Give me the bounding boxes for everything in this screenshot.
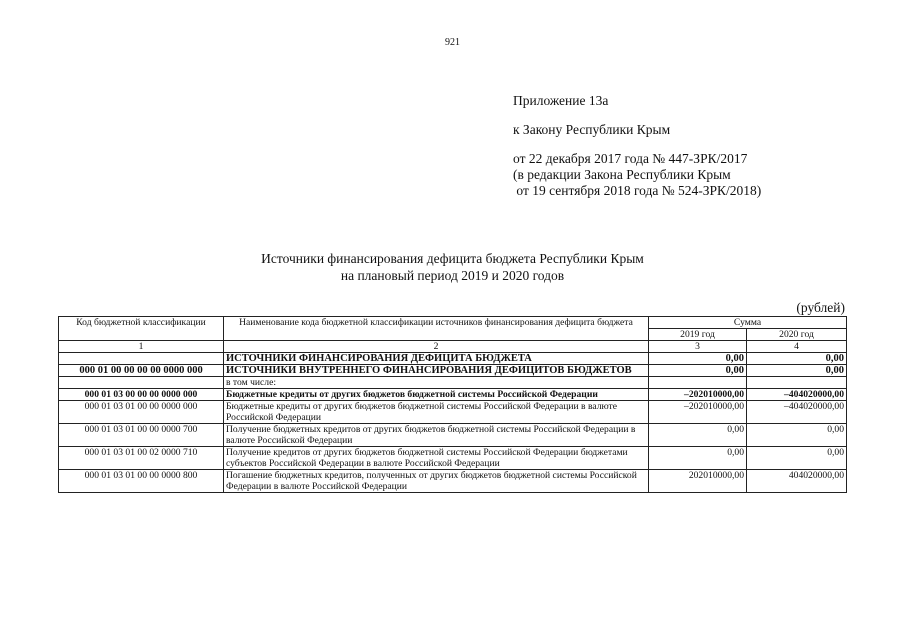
row-code: 000 01 03 00 00 00 0000 000 [59,389,224,401]
row-amount-2019: 0,00 [649,365,747,377]
row-code [59,377,224,389]
row-amount-2020: 0,00 [747,424,847,447]
row-amount-2020 [747,377,847,389]
row-name: Получение кредитов от других бюджетов бюджетной системы Российской Федерации бюджетами субъектов Российской Федерации в валюте Российской Федерации [224,447,649,470]
row-name: Получение бюджетных кредитов от других бюджетов бюджетной системы Российской Федерации в валюте Российской Федерации [224,424,649,447]
row-amount-2019: 0,00 [649,424,747,447]
appendix-title: Приложение 13а [513,93,609,108]
row-amount-2019: –202010000,00 [649,389,747,401]
appendix-law: к Закону Республики Крым [513,122,671,137]
header-sum: Сумма [649,317,847,329]
document-title [0,250,905,284]
table-row [59,401,847,424]
row-name: Погашение бюджетных кредитов, полученных от других бюджетов бюджетной системы Российской Федерации в валюте Российской Федерации [224,470,649,493]
table-row [59,353,847,365]
row-amount-2020: –404020000,00 [747,401,847,424]
row-amount-2019: 0,00 [649,353,747,365]
page-number: 921 [445,37,460,48]
row-code [59,353,224,365]
appendix-edition-line2: от 19 сентября 2018 года № 524-ЗРК/2018) [513,183,762,198]
header-year-2020: 2020 год [747,329,847,341]
row-amount-2020: 0,00 [747,365,847,377]
row-amount-2020: –404020000,00 [747,389,847,401]
budget-table [58,316,847,493]
row-amount-2019: –202010000,00 [649,401,747,424]
header-name: Наименование кода бюджетной классификации источников финансирования дефицита бюджета [224,317,649,341]
row-name: Бюджетные кредиты от других бюджетов бюджетной системы Российской Федерации в валюте Российской Федерации [224,401,649,424]
row-amount-2020: 0,00 [747,447,847,470]
table-row [59,470,847,493]
row-code: 000 01 03 01 00 00 0000 700 [59,424,224,447]
row-code: 000 01 00 00 00 00 0000 000 [59,365,224,377]
row-code: 000 01 03 01 00 00 0000 800 [59,470,224,493]
row-amount-2019: 202010000,00 [649,470,747,493]
table-row [59,389,847,401]
row-name: в том числе: [224,377,649,389]
unit-label: (рублей) [796,300,845,315]
row-amount-2020: 404020000,00 [747,470,847,493]
header-code: Код бюджетной классификации [59,317,224,341]
row-name: Бюджетные кредиты от других бюджетов бюджетной системы Российской Федерации [224,389,649,401]
header-year-2019: 2019 год [649,329,747,341]
table-row [59,447,847,470]
table-row [59,365,847,377]
column-number: 3 [649,341,747,353]
column-number: 4 [747,341,847,353]
document-title-line1: Источники финансирования дефицита бюджета Республики Крым [261,251,644,266]
row-amount-2020: 0,00 [747,353,847,365]
row-code: 000 01 03 01 00 00 0000 000 [59,401,224,424]
column-numbers-row [59,341,847,353]
row-name: ИСТОЧНИКИ ВНУТРЕННЕГО ФИНАНСИРОВАНИЯ ДЕФИЦИТОВ БЮДЖЕТОВ [224,365,649,377]
table-row [59,424,847,447]
row-name: ИСТОЧНИКИ ФИНАНСИРОВАНИЯ ДЕФИЦИТА БЮДЖЕТА [224,353,649,365]
appendix-block [513,93,761,199]
document-title-line2: на плановый период 2019 и 2020 годов [340,268,565,283]
row-amount-2019 [649,377,747,389]
appendix-date: от 22 декабря 2017 года № 447-ЗРК/2017 [513,151,748,166]
row-amount-2019: 0,00 [649,447,747,470]
row-code: 000 01 03 01 00 02 0000 710 [59,447,224,470]
column-number: 1 [59,341,224,353]
column-number: 2 [224,341,649,353]
appendix-edition-line1: (в редакции Закона Республики Крым [513,167,731,182]
table-row [59,377,847,389]
